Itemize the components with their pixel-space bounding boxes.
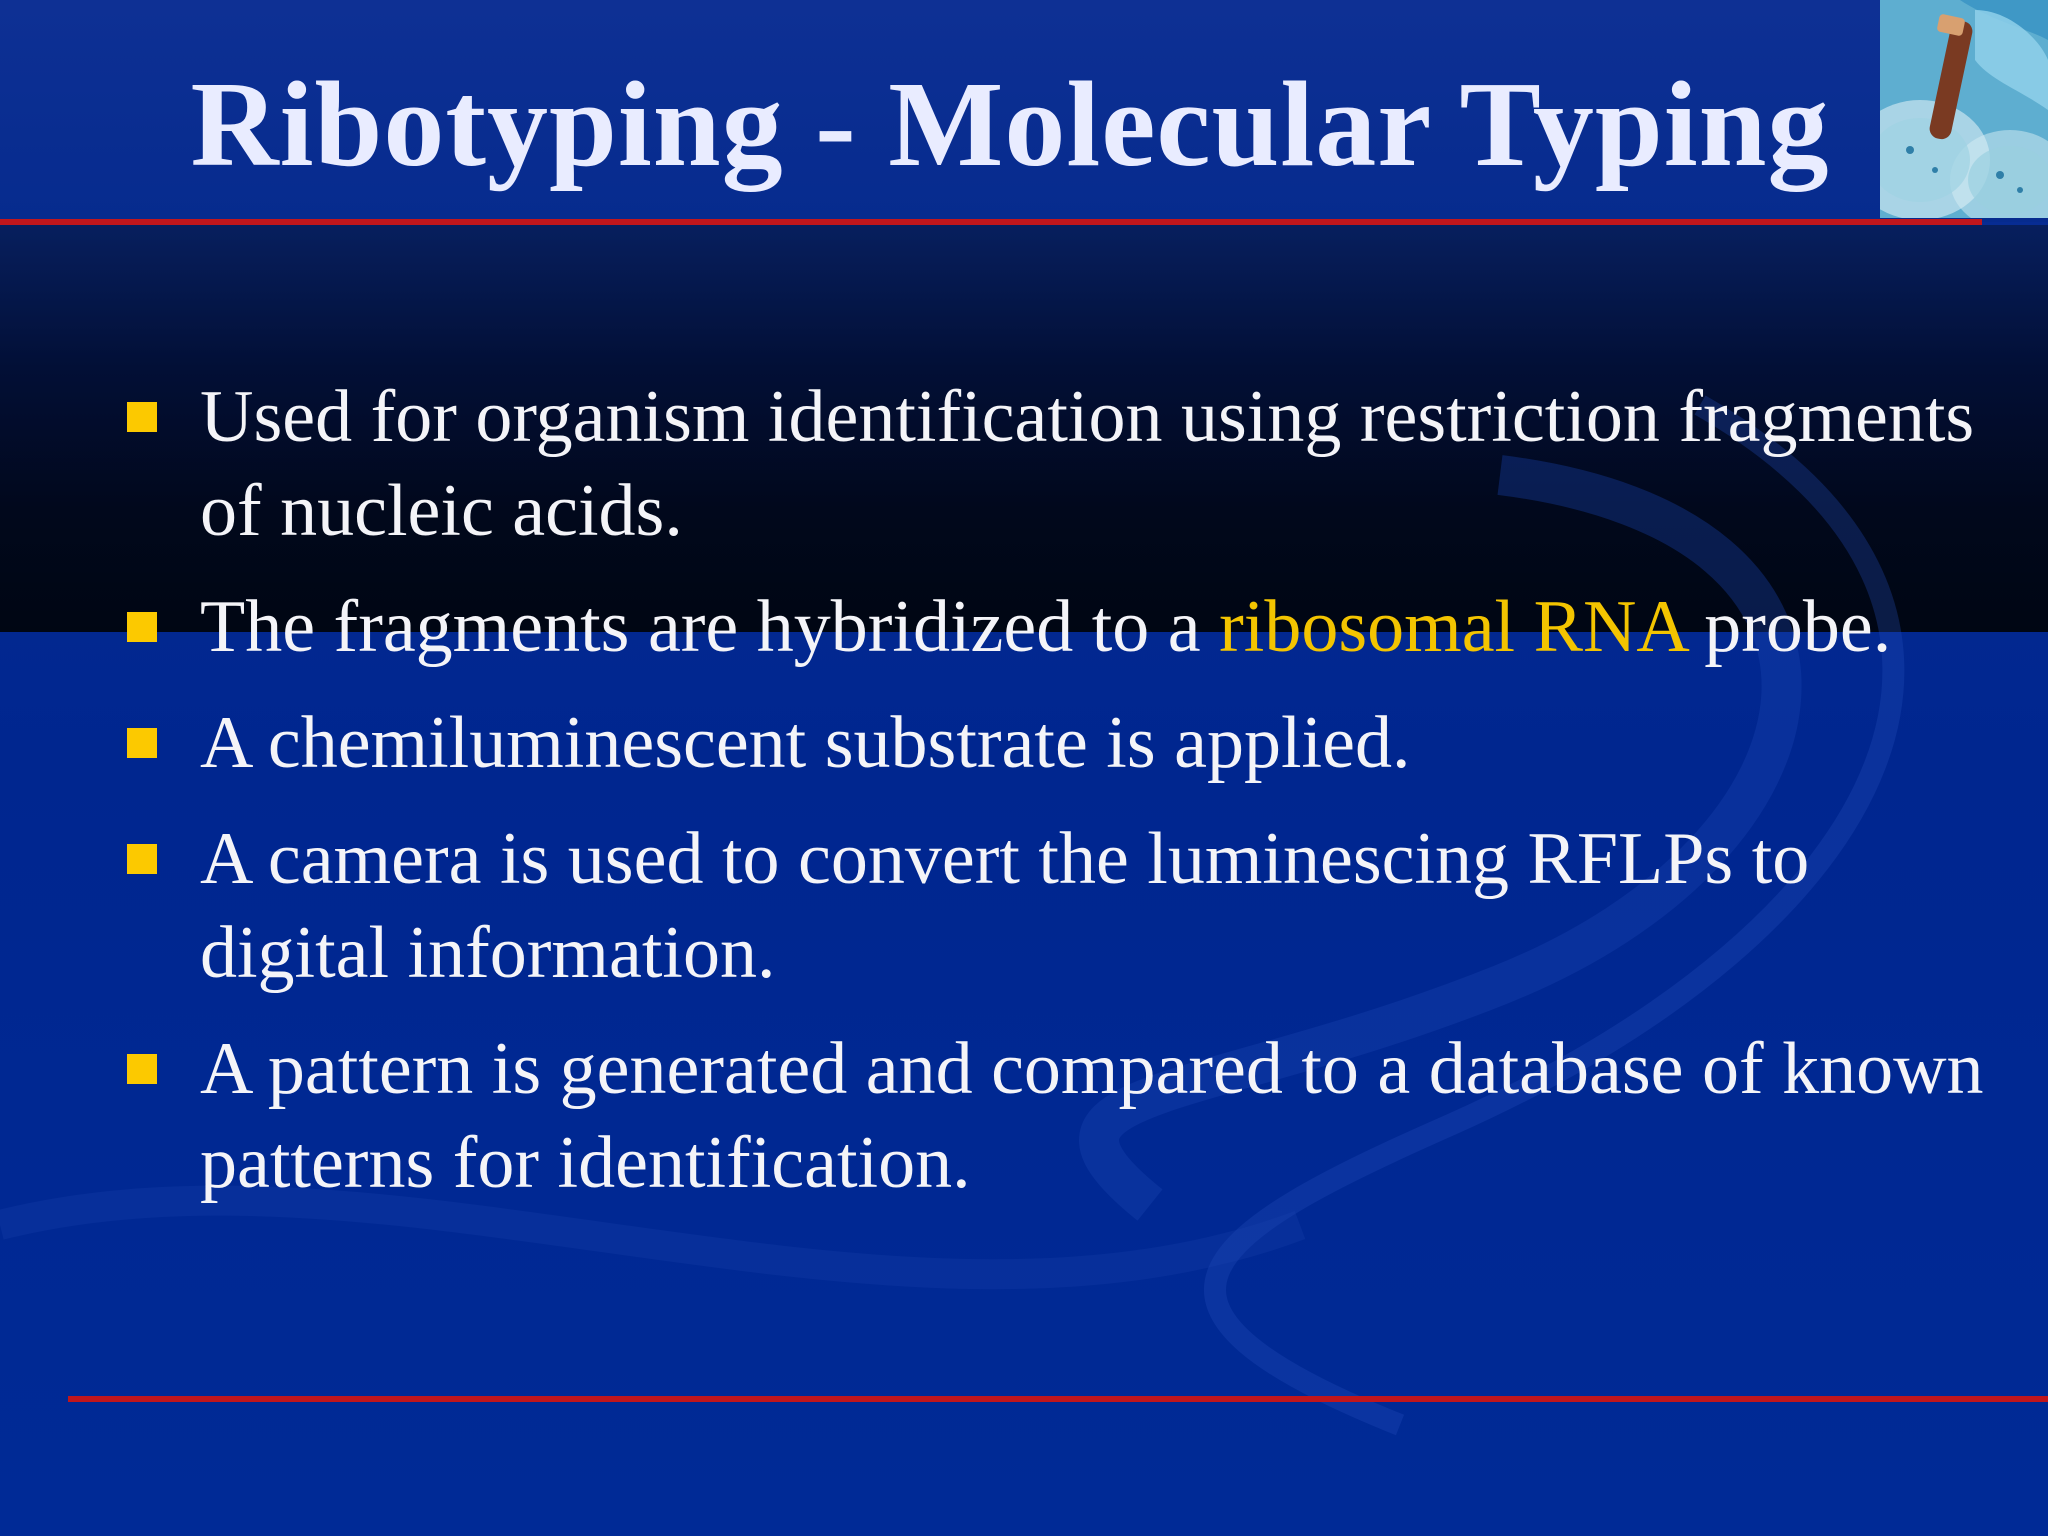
bullet-item xyxy=(0,580,2048,674)
square-bullet-icon xyxy=(127,402,157,432)
square-bullet-icon xyxy=(127,844,157,874)
bullet-text: probe. xyxy=(1685,586,1892,668)
bullet-item xyxy=(0,696,2048,790)
bullet-list xyxy=(0,370,2048,1232)
square-bullet-icon xyxy=(127,728,157,758)
laboratory-photo-icon xyxy=(1880,0,2048,218)
bullet-text: A chemiluminescent substrate is applied. xyxy=(200,702,1411,784)
square-bullet-icon xyxy=(127,612,157,642)
title-divider-line xyxy=(0,219,1982,225)
highlighted-term: ribosomal RNA xyxy=(1219,586,1686,668)
bullet-item xyxy=(0,1022,2048,1210)
bullet-text: Used for organism identification using restriction fragments of nucleic acids. xyxy=(200,376,1975,552)
slide-title: Ribotyping - Molecular Typing xyxy=(190,57,1830,192)
bullet-text: A pattern is generated and compared to a database of known patterns for identification. xyxy=(200,1028,1984,1204)
bullet-item xyxy=(0,370,2048,558)
bullet-text: The fragments are hybridized to a xyxy=(200,586,1220,668)
square-bullet-icon xyxy=(127,1054,157,1084)
footer-divider-line xyxy=(68,1396,2048,1402)
bullet-text: A camera is used to convert the luminescing RFLPs to digital information. xyxy=(200,818,1810,994)
bullet-item xyxy=(0,812,2048,1000)
